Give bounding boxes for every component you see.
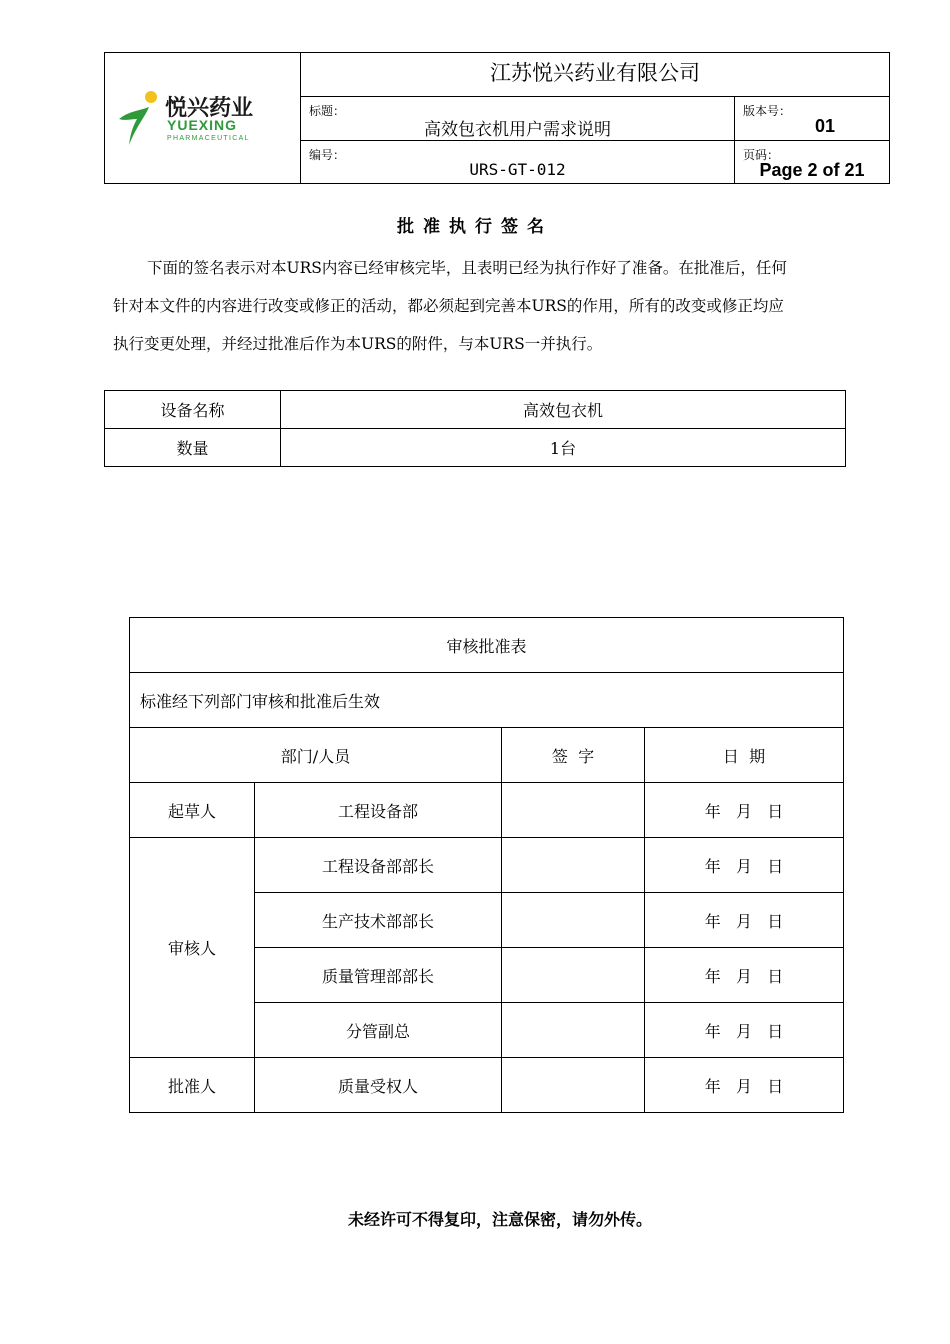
section-title: 批准执行签名	[397, 217, 553, 237]
reviewer-label: 审核人	[130, 838, 255, 1058]
date-cell[interactable]: 年 月 日	[645, 1003, 844, 1058]
signature-cell[interactable]	[502, 893, 645, 948]
device-table	[104, 390, 846, 467]
document-header	[104, 52, 890, 184]
logo-chinese-text: 悦兴药业	[165, 96, 254, 121]
table-row	[105, 391, 846, 429]
date-cell[interactable]: 年 月 日	[645, 893, 844, 948]
dept-cell: 质量管理部部长	[255, 948, 502, 1003]
version-label: 版本号：	[743, 104, 792, 118]
table-row	[130, 783, 844, 838]
drafter-label: 起草人	[130, 783, 255, 838]
document-code: URS-GT-012	[469, 160, 566, 179]
dept-cell: 工程设备部	[255, 783, 502, 838]
signature-cell[interactable]	[502, 948, 645, 1003]
paragraph-line: 下面的签名表示对本URS内容已经审核完毕，且表明已经为执行作好了准备。在批准后，任何	[147, 259, 787, 277]
date-cell[interactable]: 年 月 日	[645, 948, 844, 1003]
signature-cell[interactable]	[502, 838, 645, 893]
table-row	[130, 618, 844, 673]
table-row	[130, 673, 844, 728]
dept-cell: 生产技术部部长	[255, 893, 502, 948]
title-label: 标题：	[309, 104, 346, 118]
header-code-row	[301, 141, 889, 183]
logo-cell	[105, 53, 301, 183]
header-title-row	[301, 97, 889, 141]
dept-cell: 质量受权人	[255, 1058, 502, 1113]
dept-cell: 分管副总	[255, 1003, 502, 1058]
page-number: Page 2 of 21	[759, 160, 865, 180]
logo-english-text: YUEXING	[167, 117, 238, 133]
date-cell[interactable]: 年 月 日	[645, 1058, 844, 1113]
company-name: 江苏悦兴药业有限公司	[301, 53, 889, 97]
approval-table-note: 标准经下列部门审核和批准后生效	[130, 673, 844, 728]
date-cell[interactable]: 年 月 日	[645, 838, 844, 893]
approval-table-title: 审核批准表	[130, 618, 844, 673]
date-header: 日 期	[645, 728, 844, 783]
dept-header: 部门/人员	[130, 728, 502, 783]
date-cell[interactable]: 年 月 日	[645, 783, 844, 838]
paragraph-line: 针对本文件的内容进行改变或修正的活动，都必须起到完善本URS的作用，所有的改变或修正均应	[113, 297, 784, 315]
runner-logo-icon	[115, 89, 165, 149]
version-value: 01	[814, 116, 836, 136]
device-name-value: 高效包衣机	[281, 391, 846, 429]
document-title: 高效包衣机用户需求说明	[424, 120, 611, 140]
signature-cell[interactable]	[502, 1003, 645, 1058]
table-row	[130, 1058, 844, 1113]
quantity-label: 数量	[105, 429, 281, 467]
approval-table	[129, 617, 844, 1113]
signature-header: 签 字	[502, 728, 645, 783]
paragraph-line: 执行变更处理，并经过批准后作为本URS的附件，与本URS一并执行。	[113, 335, 603, 353]
table-header-row	[130, 728, 844, 783]
table-row	[130, 838, 844, 893]
signature-cell[interactable]	[502, 1058, 645, 1113]
signature-cell[interactable]	[502, 783, 645, 838]
logo-english-subtext: PHARMACEUTICAL	[167, 135, 250, 142]
code-label: 编号：	[309, 148, 346, 162]
confidentiality-footer: 未经许可不得复印，注意保密，请勿外传。	[347, 1210, 652, 1229]
dept-cell: 工程设备部部长	[255, 838, 502, 893]
approver-label: 批准人	[130, 1058, 255, 1113]
page-label: 页码：	[743, 148, 780, 162]
intro-paragraph	[113, 249, 863, 363]
device-name-label: 设备名称	[105, 391, 281, 429]
company-logo	[113, 87, 253, 151]
table-row	[105, 429, 846, 467]
quantity-value: 1台	[281, 429, 846, 467]
